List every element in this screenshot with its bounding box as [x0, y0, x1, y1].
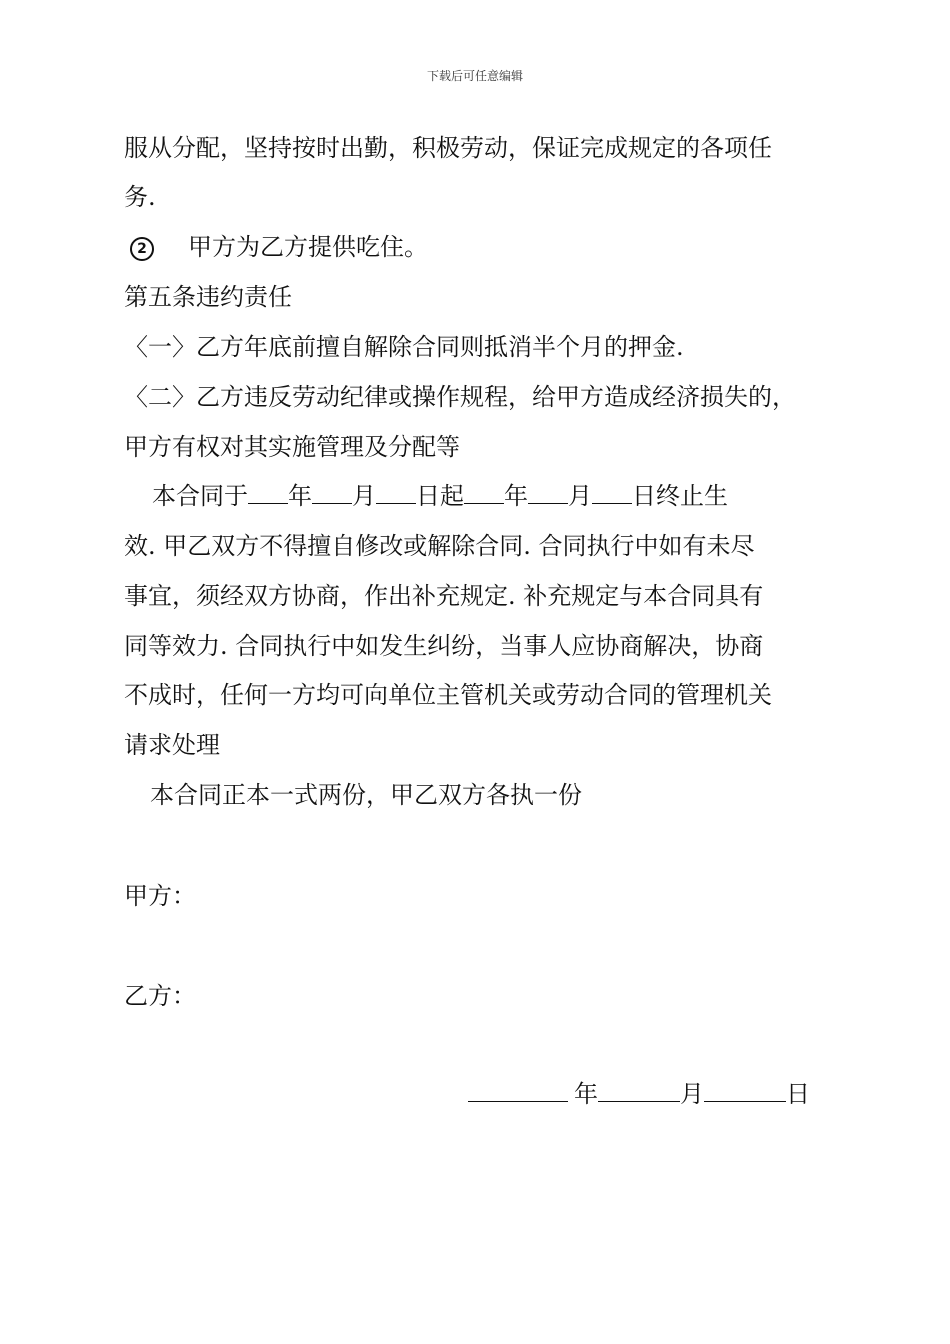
paragraph-line: 请求处理: [124, 731, 220, 759]
blank-field: [704, 1081, 786, 1102]
numbered-clause: [124, 232, 428, 262]
circled-number: 2: [130, 237, 154, 261]
blank-field: [592, 483, 632, 504]
paragraph-line: 服从分配，坚持按时出勤，积极劳动，保证完成规定的各项任: [124, 134, 772, 162]
contract-term-line: [152, 481, 728, 511]
term-text: 日终止生: [632, 482, 728, 510]
paragraph-line: 甲方有权对其实施管理及分配等: [124, 433, 460, 461]
paragraph-line: 效. 甲乙双方不得擅自修改或解除合同. 合同执行中如有未尽: [124, 532, 755, 560]
term-text: 年: [504, 482, 528, 510]
blank-field: [528, 483, 568, 504]
paragraph-line: 不成时，任何一方均可向单位主管机关或劳动合同的管理机关: [124, 681, 772, 709]
paragraph-line: 同等效力. 合同执行中如发生纠纷，当事人应协商解决，协商: [124, 632, 764, 660]
blank-field: [376, 483, 416, 504]
term-text: 年: [288, 482, 312, 510]
term-text: 本合同于: [152, 482, 248, 510]
blank-field: [464, 483, 504, 504]
party-b-signature-label: 乙方：: [124, 982, 196, 1010]
section-heading: 第五条违约责任: [124, 283, 292, 311]
blank-field: [312, 483, 352, 504]
date-unit: 月: [680, 1080, 704, 1108]
term-text: 月: [568, 482, 592, 510]
party-a-signature-label: 甲方：: [124, 882, 196, 910]
date-unit: 年: [574, 1080, 598, 1108]
date-unit: 日: [786, 1080, 810, 1108]
signature-date-line: [468, 1079, 810, 1109]
blank-field: [468, 1081, 568, 1102]
term-text: 月: [352, 482, 376, 510]
blank-field: [598, 1081, 680, 1102]
blank-field: [248, 483, 288, 504]
paragraph-line: 事宜，须经双方协商，作出补充规定. 补充规定与本合同具有: [124, 582, 764, 610]
term-text: 日起: [416, 482, 464, 510]
clause-text: 甲方为乙方提供吃住。: [188, 233, 428, 261]
paragraph-line: 〈一〉乙方年底前擅自解除合同则抵消半个月的押金.: [124, 333, 684, 361]
paragraph-line: 务.: [124, 183, 156, 211]
page-header: 下载后可任意编辑: [426, 69, 523, 83]
paragraph-line: 本合同正本一式两份，甲乙双方各执一份: [150, 781, 582, 809]
paragraph-line: 〈二〉乙方违反劳动纪律或操作规程，给甲方造成经济损失的，: [124, 383, 796, 411]
